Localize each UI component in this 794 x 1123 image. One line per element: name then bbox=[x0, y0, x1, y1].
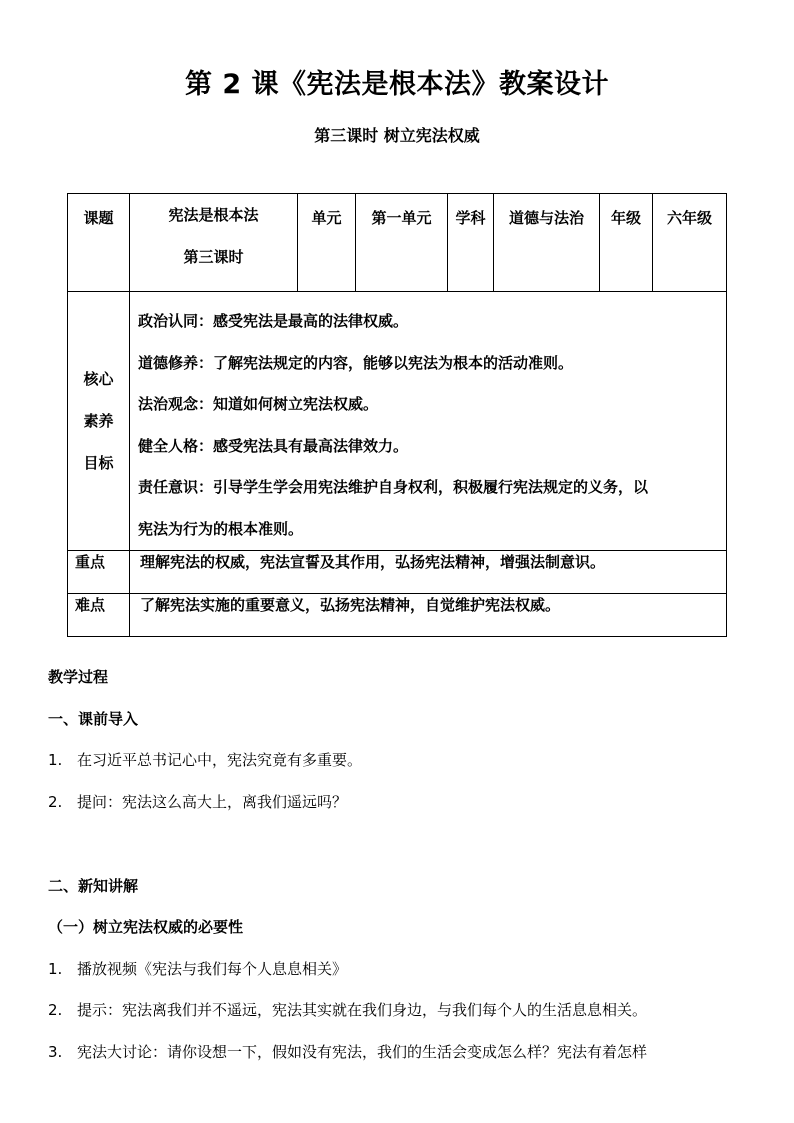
goal-item: 法治观念：知道如何树立宪法权威。 bbox=[138, 395, 379, 413]
key-point-value: 理解宪法的权威，宪法宣誓及其作用，弘扬宪法精神，增强法制意识。 bbox=[130, 551, 727, 594]
goals-row bbox=[68, 292, 727, 551]
difficult-point-value: 了解宪法实施的重要意义，弘扬宪法精神，自觉维护宪法权威。 bbox=[130, 594, 727, 637]
section2-title: 二、新知讲解 bbox=[48, 877, 139, 895]
list-number: 3. bbox=[48, 1043, 63, 1061]
document-subtitle: 第三课时 树立宪法权威 bbox=[314, 126, 480, 145]
goals-content-cell bbox=[130, 292, 727, 551]
unit-value-cell bbox=[356, 194, 448, 292]
goals-label-line3: 目标 bbox=[83, 454, 114, 472]
list-text: 宪法大讨论：请你设想一下，假如没有宪法，我们的生活会变成怎么样？宪法有着怎样 bbox=[77, 1043, 648, 1061]
process-heading: 教学过程 bbox=[48, 668, 109, 686]
key-point-row bbox=[68, 551, 727, 594]
grade-value-cell bbox=[653, 194, 727, 292]
list-text: 提问：宪法这么高大上，离我们遥远吗？ bbox=[77, 793, 348, 811]
difficult-point-label: 难点 bbox=[68, 594, 130, 637]
goal-item: 政治认同：感受宪法是最高的法律权威。 bbox=[138, 312, 409, 330]
grade-value: 六年级 bbox=[666, 209, 712, 227]
difficult-point-row bbox=[68, 594, 727, 637]
goals-label-line2: 素养 bbox=[83, 412, 114, 430]
unit-label-cell bbox=[298, 194, 356, 292]
goal-item: 责任意识：引导学生学会用宪法维护自身权利，积极履行宪法规定的义务，以 bbox=[138, 478, 649, 496]
course-value-line1: 宪法是根本法 bbox=[168, 206, 259, 224]
goal-item: 宪法为行为的根本准则。 bbox=[138, 519, 304, 538]
course-value-line2: 第三课时 bbox=[183, 248, 244, 266]
section2-item bbox=[48, 959, 347, 979]
list-number: 2. bbox=[48, 1001, 63, 1019]
table-header-row bbox=[68, 194, 727, 292]
goal-item: 健全人格：感受宪法具有最高法律效力。 bbox=[138, 436, 409, 455]
subject-value-cell bbox=[494, 194, 600, 292]
goals-label-line1: 核心 bbox=[83, 370, 114, 388]
document-title: 第 2 课《宪法是根本法》教案设计 bbox=[184, 69, 610, 100]
grade-label: 年级 bbox=[610, 209, 641, 227]
key-point-label: 重点 bbox=[68, 551, 130, 594]
section2-subtitle: （一）树立宪法权威的必要性 bbox=[48, 918, 244, 936]
goals-label-cell bbox=[68, 292, 130, 551]
course-label: 课题 bbox=[83, 209, 114, 227]
list-text: 在习近平总书记心中，宪法究竟有多重要。 bbox=[77, 751, 363, 769]
goal-item: 道德修养：了解宪法规定的内容，能够以宪法为根本的活动准则。 bbox=[138, 353, 574, 372]
list-text: 播放视频《宪法与我们每个人息息相关》 bbox=[77, 960, 348, 978]
unit-label: 单元 bbox=[311, 209, 342, 227]
subject-value: 道德与法治 bbox=[508, 209, 584, 227]
list-number: 2. bbox=[48, 793, 63, 811]
section2-item bbox=[48, 1000, 647, 1020]
grade-label-cell bbox=[600, 194, 653, 292]
list-text: 提示：宪法离我们并不遥远，宪法其实就在我们身边，与我们每个人的生活息息相关。 bbox=[77, 1001, 648, 1019]
subject-label-cell bbox=[448, 194, 494, 292]
section1-title: 一、课前导入 bbox=[48, 710, 139, 728]
section1-item bbox=[48, 792, 347, 812]
list-number: 1. bbox=[48, 960, 63, 978]
section1-item bbox=[48, 750, 362, 770]
course-label-cell bbox=[68, 194, 130, 292]
unit-value: 第一单元 bbox=[371, 209, 432, 227]
list-number: 1. bbox=[48, 751, 63, 769]
subject-label: 学科 bbox=[455, 209, 486, 227]
lesson-info-table bbox=[67, 193, 727, 637]
course-value-cell bbox=[130, 194, 298, 292]
section2-item bbox=[48, 1042, 647, 1062]
